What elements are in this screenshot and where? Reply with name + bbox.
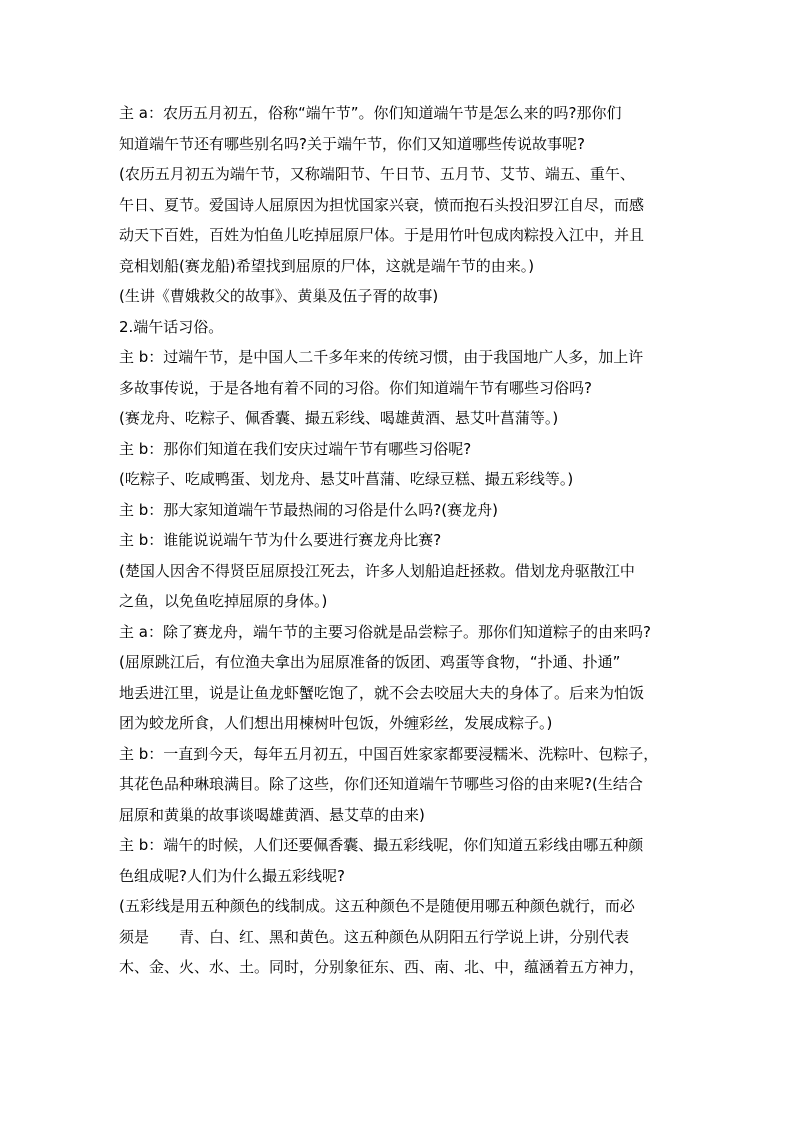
text-line: 之鱼，以免鱼吃掉屈原的身体。) (119, 592, 328, 610)
text-line: 知道端午节还有哪些别名吗?关于端午节，你们又知道哪些传说故事呢? (119, 134, 585, 153)
text-line: 地丢进江里，说是让鱼龙虾蟹吃饱了，就不会去咬屈大夫的身体了。后来为怕饭 (119, 683, 645, 702)
text-line: 色组成呢?人们为什么撮五彩线呢? (119, 866, 345, 885)
text-line: (生讲《曹娥救父的故事》、黄巢及伍子胥的故事) (119, 287, 439, 305)
text-line: 主 b：过端午节，是中国人二千多年来的传统习惯，由于我国地广人多，加上许 (119, 348, 644, 366)
text-line: 须是 青、白、红、黑和黄色。这五种颜色从阴阳五行学说上讲，分别代表 (119, 927, 630, 946)
text-line: 屈原和黄巢的故事谈喝雄黄酒、悬艾草的由来) (119, 805, 425, 824)
text-line: 多故事传说，于是各地有着不同的习俗。你们知道端午节有哪些习俗吗? (119, 378, 592, 397)
text-line: (农历五月初五为端午节，又称端阳节、午日节、五月节、艾节、端五、重午、 (119, 165, 635, 183)
text-line: (楚国人因舍不得贤臣屈原投江死去，许多人划船追赶拯救。借划龙舟驱散江中 (119, 561, 635, 580)
text-line: 主 b：那你们知道在我们安庆过端午节有哪些习俗呢? (119, 439, 472, 458)
text-line: 动天下百姓，百姓为怕鱼儿吃掉屈原尸体。于是用竹叶包成肉粽投入江中，并且 (119, 226, 645, 244)
text-line: 主 b：一直到今天，每年五月初五，中国百姓家家都要浸糯米、洗粽叶、包粽子， (119, 744, 659, 763)
section-heading: 2.端午话习俗。 (119, 317, 224, 336)
text-line: 主 a：除了赛龙舟，端午节的主要习俗就是品尝粽子。那你们知道粽子的由来吗? (119, 622, 651, 641)
text-line: (屈原跳江后，有位渔夫拿出为屈原准备的饭团、鸡蛋等食物，“扑通、扑通” (119, 653, 621, 671)
text-line: 竞相划船(赛龙船)希望找到屈原的尸体，这就是端午节的由来。) (119, 256, 535, 275)
text-line: 木、金、火、水、土。同时，分别象征东、西、南、北、中，蕴涵着五方神力， (119, 958, 645, 976)
text-line: 主 b：那大家知道端午节最热闹的习俗是什么吗?(赛龙舟) (119, 500, 498, 519)
text-line: 午日、夏节。爱国诗人屈原因为担忧国家兴衰，愤而抱石头投汨罗江自尽，而感 (119, 195, 645, 214)
document-body (119, 98, 679, 983)
text-line: 主 a：农历五月初五，俗称“端午节”。你们知道端午节是怎么来的吗?那你们 (119, 104, 622, 122)
text-line: 主 b：谁能说说端午节为什么要进行赛龙舟比赛? (119, 531, 442, 549)
text-line: (五彩线是用五种颜色的线制成。这五种颜色不是随便用哪五种颜色就行，而必 (119, 897, 635, 915)
text-line: (赛龙舟、吃粽子、佩香囊、撮五彩线、喝雄黄酒、悬艾叶菖蒲等。) (119, 409, 559, 427)
text-line: 主 b：端午的时候，人们还要佩香囊、撮五彩线呢，你们知道五彩线由哪五种颜 (119, 836, 644, 854)
text-line: 团为蛟龙所食，人们想出用楝树叶包饭，外缠彩丝，发展成粽子。) (119, 714, 553, 732)
text-line: 其花色品种琳琅满目。除了这些，你们还知道端午节哪些习俗的由来呢?(生结合 (119, 775, 643, 793)
text-line: (吃粽子、吃咸鸭蛋、划龙舟、悬艾叶菖蒲、吃绿豆糕、撮五彩线等。) (119, 470, 574, 488)
